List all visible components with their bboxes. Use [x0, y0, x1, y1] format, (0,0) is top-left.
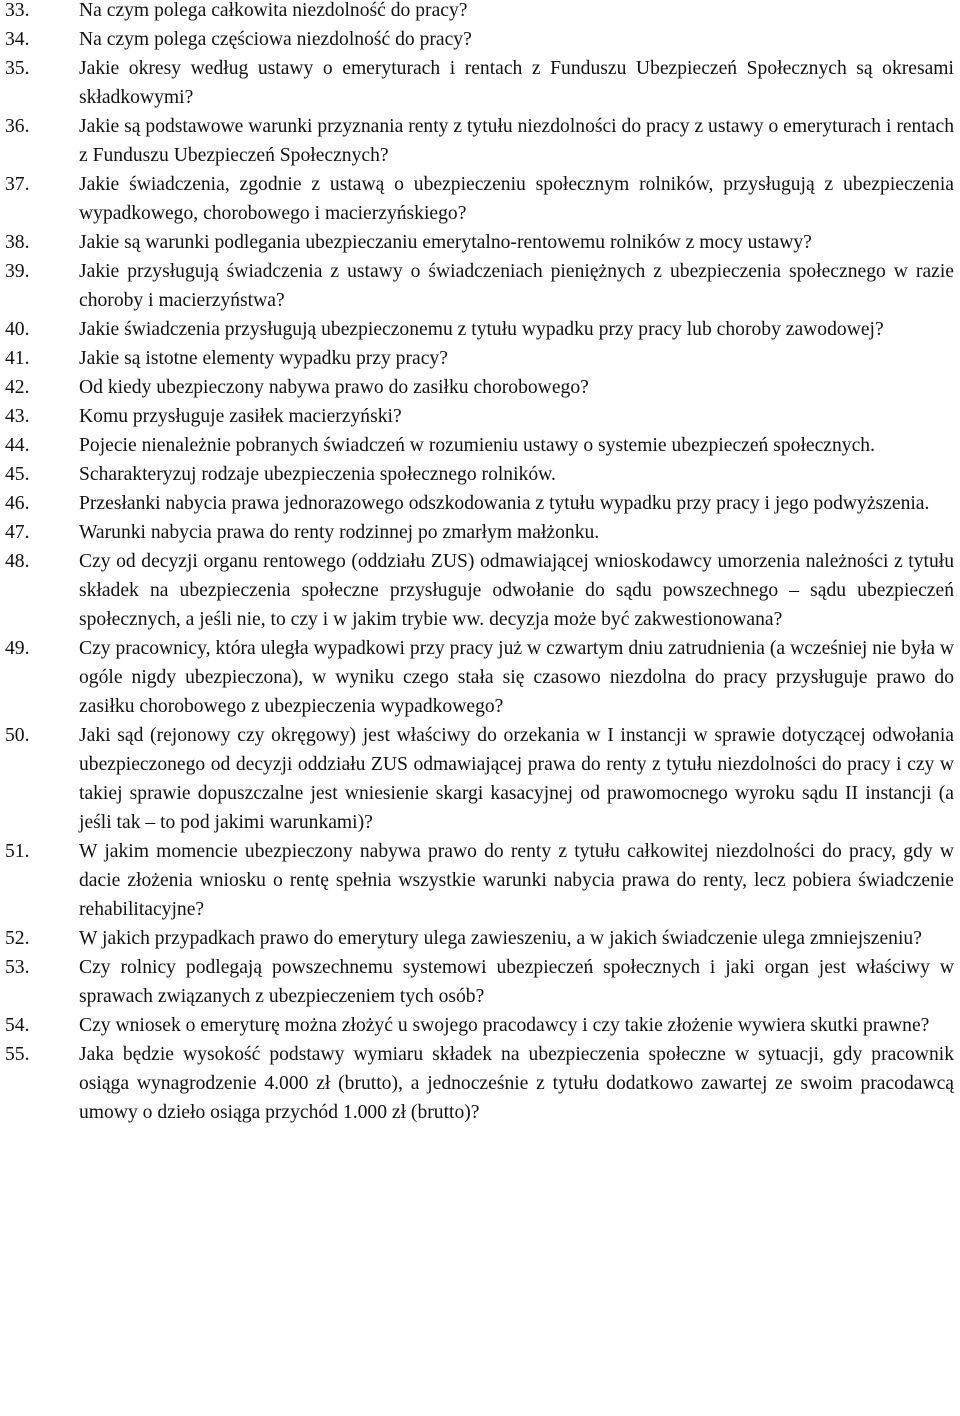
- list-item: [5, 924, 954, 953]
- question-number: 55.: [5, 1044, 30, 1065]
- question-number: 39.: [5, 261, 30, 282]
- list-item: [5, 547, 954, 634]
- question-number: 47.: [5, 522, 30, 543]
- list-item: [5, 1040, 954, 1127]
- list-item: [5, 953, 954, 1011]
- list-item: [5, 431, 954, 460]
- question-number: 34.: [5, 29, 30, 50]
- list-item: [5, 0, 954, 25]
- question-number: 52.: [5, 928, 30, 949]
- question-text: Czy rolnicy podlegają powszechnemu systemowi ubezpieczeń społecznych i jaki organ jest właściwy w sprawach związanych z ubezpieczeniem tych osób?: [79, 957, 954, 1007]
- question-text: Komu przysługuje zasiłek macierzyński?: [79, 406, 402, 427]
- question-number: 44.: [5, 435, 30, 456]
- list-item: [5, 54, 954, 112]
- question-number: 46.: [5, 493, 30, 514]
- question-text: Od kiedy ubezpieczony nabywa prawo do zasiłku chorobowego?: [79, 377, 589, 398]
- list-item: [5, 25, 954, 54]
- question-number: 35.: [5, 58, 30, 79]
- question-number: 38.: [5, 232, 30, 253]
- list-item: [5, 489, 954, 518]
- list-item: [5, 402, 954, 431]
- list-item: [5, 721, 954, 837]
- question-number: 33.: [5, 0, 30, 21]
- list-item: [5, 170, 954, 228]
- question-number: 41.: [5, 348, 30, 369]
- question-number: 54.: [5, 1015, 30, 1036]
- question-text: Na czym polega całkowita niezdolność do pracy?: [79, 0, 468, 21]
- list-item: [5, 634, 954, 721]
- question-text: Warunki nabycia prawa do renty rodzinnej po zmarłym małżonku.: [79, 522, 600, 543]
- list-item: [5, 837, 954, 924]
- list-item: [5, 518, 954, 547]
- question-number: 49.: [5, 638, 30, 659]
- question-text: W jakim momencie ubezpieczony nabywa prawo do renty z tytułu całkowitej niezdolności do pracy, gdy w dacie złożenia wniosku o rentę spełnia wszystkie warunki nabycia prawa do renty, lecz pobiera świadczenie rehabilitacyjne?: [79, 841, 954, 920]
- question-number: 45.: [5, 464, 30, 485]
- list-item: [5, 344, 954, 373]
- question-text: W jakich przypadkach prawo do emerytury ulega zawieszeniu, a w jakich świadczenie ulega zmniejszeniu?: [79, 928, 922, 949]
- question-number: 51.: [5, 841, 30, 862]
- question-number: 40.: [5, 319, 30, 340]
- list-item: [5, 257, 954, 315]
- question-text: Jaka będzie wysokość podstawy wymiaru składek na ubezpieczenia społeczne w sytuacji, gdy pracownik osiąga wynagrodzenie 4.000 zł (brutto), a jednocześnie z tytułu dodatkowo zawartej ze swoim pracodawcą umowy o dzieło osiąga przychód 1.000 zł (brutto)?: [79, 1044, 954, 1123]
- list-item: [5, 1011, 954, 1040]
- question-text: Jakie okresy według ustawy o emeryturach i rentach z Funduszu Ubezpieczeń Społecznych są okresami składkowymi?: [79, 58, 954, 108]
- list-item: [5, 373, 954, 402]
- question-text: Jakie są podstawowe warunki przyznania renty z tytułu niezdolności do pracy z ustawy o emeryturach i rentach z Funduszu Ubezpieczeń Społecznych?: [79, 116, 954, 166]
- question-list: [5, 0, 954, 1127]
- list-item: [5, 315, 954, 344]
- question-text: Jaki sąd (rejonowy czy okręgowy) jest właściwy do orzekania w I instancji w sprawie dotyczącej odwołania ubezpieczonego od decyzji oddziału ZUS odmawiającej prawa do renty z tytułu niezdolności do pracy i czy w takiej sprawie dopuszczalne jest wniesienie skargi kasacyjnej od prawomocnego wyroku sądu II instancji (a jeśli tak – to pod jakimi warunkami)?: [79, 725, 954, 833]
- question-number: 50.: [5, 725, 30, 746]
- question-text: Przesłanki nabycia prawa jednorazowego odszkodowania z tytułu wypadku przy pracy i jego podwyższenia.: [79, 493, 930, 514]
- question-text: Czy pracownicy, która uległa wypadkowi przy pracy już w czwartym dniu zatrudnienia (a wcześniej nie była w ogóle nigdy ubezpieczona), w wyniku czego stała się czasowo niezdolna do pracy przysługuje prawo do zasiłku chorobowego z ubezpieczenia wypadkowego?: [79, 638, 954, 717]
- list-item: [5, 228, 954, 257]
- question-text: Jakie przysługują świadczenia z ustawy o świadczeniach pieniężnych z ubezpieczenia społecznego w razie choroby i macierzyństwa?: [79, 261, 954, 311]
- question-text: Jakie świadczenia, zgodnie z ustawą o ubezpieczeniu społecznym rolników, przysługują z ubezpieczenia wypadkowego, chorobowego i macierzyńskiego?: [79, 174, 954, 224]
- list-item: [5, 460, 954, 489]
- question-text: Pojecie nienależnie pobranych świadczeń w rozumieniu ustawy o systemie ubezpieczeń społecznych.: [79, 435, 875, 456]
- question-number: 43.: [5, 406, 30, 427]
- question-text: Jakie są istotne elementy wypadku przy pracy?: [79, 348, 448, 369]
- list-item: [5, 112, 954, 170]
- question-text: Jakie są warunki podlegania ubezpieczaniu emerytalno-rentowemu rolników z mocy ustawy?: [79, 232, 812, 253]
- question-text: Na czym polega częściowa niezdolność do pracy?: [79, 29, 472, 50]
- question-text: Czy wniosek o emeryturę można złożyć u swojego pracodawcy i czy takie złożenie wywiera skutki prawne?: [79, 1015, 930, 1036]
- question-text: Jakie świadczenia przysługują ubezpieczonemu z tytułu wypadku przy pracy lub choroby zawodowej?: [79, 319, 884, 340]
- question-number: 53.: [5, 957, 30, 978]
- question-text: Scharakteryzuj rodzaje ubezpieczenia społecznego rolników.: [79, 464, 556, 485]
- question-number: 48.: [5, 551, 30, 572]
- question-number: 37.: [5, 174, 30, 195]
- question-number: 42.: [5, 377, 30, 398]
- question-text: Czy od decyzji organu rentowego (oddziału ZUS) odmawiającej wnioskodawcy umorzenia należności z tytułu składek na ubezpieczenia społeczne przysługuje odwołanie do sądu powszechnego – sądu ubezpieczeń społecznych, a jeśli nie, to czy i w jakim trybie ww. decyzja może być zakwestionowana?: [79, 551, 954, 630]
- question-number: 36.: [5, 116, 30, 137]
